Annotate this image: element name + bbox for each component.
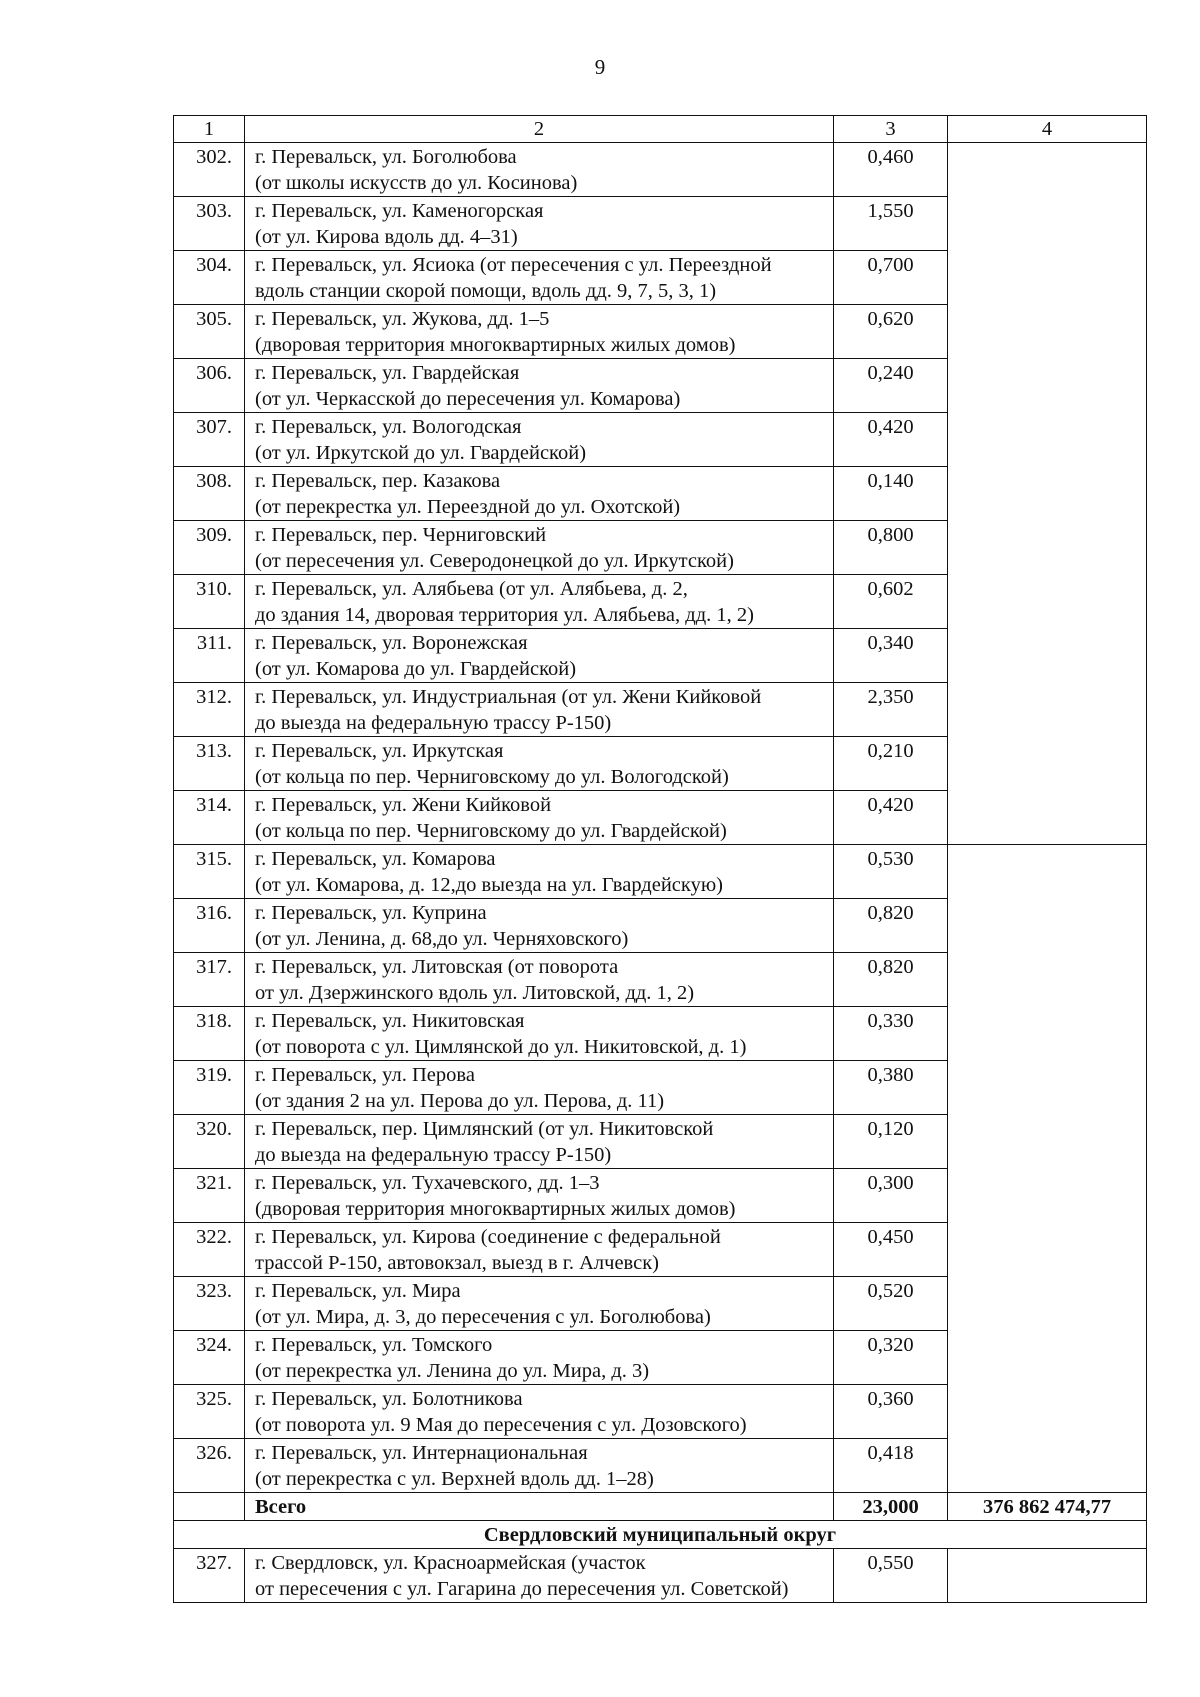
road-description: [245, 683, 834, 737]
road-description-line-2: (от ул. Комарова до ул. Гвардейской): [255, 658, 577, 680]
road-length: 0,550: [834, 1549, 948, 1603]
road-description-line-2: (от пересечения ул. Северодонецкой до ул. Иркутской): [255, 550, 734, 572]
road-description-line-2: (от кольца по пер. Черниговскому до ул. Вологодской): [255, 766, 729, 788]
road-length: 0,360: [834, 1385, 948, 1439]
road-length: 0,380: [834, 1061, 948, 1115]
road-length: 1,550: [834, 197, 948, 251]
road-description-line-2: (от ул. Иркутской до ул. Гвардейской): [255, 442, 587, 464]
road-description-line-2: (от ул. Кирова вдоль дд. 4–31): [255, 226, 518, 248]
road-description-line-2: (от ул. Черкасской до пересечения ул. Комарова): [255, 388, 681, 410]
road-description-line-1: г. Перевальск, ул. Литовская (от поворота: [255, 956, 619, 978]
road-length: 0,330: [834, 1007, 948, 1061]
road-description: [245, 359, 834, 413]
row-number: 311.: [174, 629, 245, 683]
row-number: 302.: [174, 143, 245, 197]
road-description-line-2: (от перекрестка с ул. Верхней вдоль дд. 1–28): [255, 1468, 654, 1490]
row-number: 323.: [174, 1277, 245, 1331]
road-description-line-1: г. Перевальск, ул. Вологодская: [255, 416, 522, 438]
row-number: 319.: [174, 1061, 245, 1115]
road-description-line-2: (от ул. Комарова, д. 12,до выезда на ул. Гвардейскую): [255, 874, 723, 896]
road-length: 0,120: [834, 1115, 948, 1169]
total-row: [174, 1493, 1147, 1521]
road-description: [245, 845, 834, 899]
row-number: 304.: [174, 251, 245, 305]
row-number: 312.: [174, 683, 245, 737]
road-length: 0,800: [834, 521, 948, 575]
road-description: [245, 575, 834, 629]
header-col-3: 3: [834, 116, 948, 143]
road-description-line-1: г. Перевальск, ул. Интернациональная: [255, 1442, 588, 1464]
road-description: [245, 305, 834, 359]
road-description-line-1: г. Перевальск, ул. Томского: [255, 1334, 493, 1356]
road-description: [245, 197, 834, 251]
road-length: 0,300: [834, 1169, 948, 1223]
table-row: [174, 1549, 1147, 1603]
road-description: [245, 1007, 834, 1061]
road-description-line-2: (от поворота ул. 9 Мая до пересечения с ул. Дозовского): [255, 1414, 747, 1436]
row-number: 313.: [174, 737, 245, 791]
road-description-line-1: г. Перевальск, ул. Каменогорская: [255, 200, 544, 222]
road-length: 0,420: [834, 791, 948, 845]
road-description-line-1: г. Перевальск, ул. Куприна: [255, 902, 487, 924]
table-row: [174, 845, 1147, 899]
road-length: 0,700: [834, 251, 948, 305]
road-length: 0,240: [834, 359, 948, 413]
road-description: [245, 1277, 834, 1331]
road-description-line-1: г. Перевальск, ул. Кирова (соединение с федеральной: [255, 1226, 721, 1248]
road-description-line-2: (от поворота с ул. Цимлянской до ул. Никитовской, д. 1): [255, 1036, 747, 1058]
row-number: 321.: [174, 1169, 245, 1223]
road-description-line-1: г. Перевальск, пер. Цимлянский (от ул. Никитовской: [255, 1118, 714, 1140]
road-description-line-1: г. Перевальск, ул. Мира: [255, 1280, 461, 1302]
road-description: [245, 629, 834, 683]
road-description-line-1: г. Перевальск, пер. Черниговский: [255, 524, 547, 546]
road-description-line-1: г. Перевальск, ул. Жени Кийковой: [255, 794, 552, 816]
road-description: [245, 143, 834, 197]
road-description: [245, 1061, 834, 1115]
row-number: 309.: [174, 521, 245, 575]
road-description: [245, 953, 834, 1007]
road-description: [245, 1223, 834, 1277]
road-description-line-2: (от кольца по пер. Черниговскому до ул. Гвардейской): [255, 820, 727, 842]
road-description-line-1: г. Перевальск, ул. Индустриальная (от ул. Жени Кийковой: [255, 686, 762, 708]
road-length: 0,620: [834, 305, 948, 359]
row-number: 305.: [174, 305, 245, 359]
section-row: [174, 1521, 1147, 1549]
road-description-line-2: от пересечения с ул. Гагарина до пересечения ул. Советской): [255, 1578, 789, 1600]
road-description: [245, 521, 834, 575]
row-number: 318.: [174, 1007, 245, 1061]
road-length: 0,530: [834, 845, 948, 899]
road-description: [245, 1115, 834, 1169]
row-number: 324.: [174, 1331, 245, 1385]
road-length: 0,820: [834, 899, 948, 953]
page-number: 9: [594, 55, 606, 79]
road-description-line-1: г. Перевальск, ул. Никитовская: [255, 1010, 525, 1032]
road-description-line-2: трассой Р-150, автовокзал, выезд в г. Алчевск): [255, 1252, 659, 1274]
road-description: [245, 1169, 834, 1223]
road-description-line-2: (дворовая территория многоквартирных жилых домов): [255, 334, 736, 356]
section-title: Свердловский муниципальный округ: [174, 1521, 1147, 1549]
road-description: [245, 791, 834, 845]
road-description-line-1: г. Перевальск, ул. Жукова, дд. 1–5: [255, 308, 550, 330]
road-description: [245, 413, 834, 467]
road-length: 0,420: [834, 413, 948, 467]
road-description-line-2: до здания 14, дворовая территория ул. Алябьева, дд. 1, 2): [255, 604, 754, 626]
row-number: 314.: [174, 791, 245, 845]
road-length: 0,602: [834, 575, 948, 629]
header-col-4: 4: [948, 116, 1147, 143]
road-description-line-2: (от здания 2 на ул. Перова до ул. Перова, д. 11): [255, 1090, 665, 1112]
row-number: 307.: [174, 413, 245, 467]
road-description-line-2: (дворовая территория многоквартирных жилых домов): [255, 1198, 736, 1220]
road-description: [245, 737, 834, 791]
road-length: 0,460: [834, 143, 948, 197]
row-number: 320.: [174, 1115, 245, 1169]
road-description-line-1: г. Перевальск, ул. Тухачевского, дд. 1–3: [255, 1172, 600, 1194]
road-description: [245, 1549, 834, 1603]
road-length: 0,340: [834, 629, 948, 683]
row-number: 303.: [174, 197, 245, 251]
amount-merged-cell: [948, 143, 1147, 845]
road-description-line-2: (от школы искусств до ул. Косинова): [255, 172, 578, 194]
road-description: [245, 899, 834, 953]
row-number: 322.: [174, 1223, 245, 1277]
road-description-line-1: г. Свердловск, ул. Красноармейская (участок: [255, 1552, 646, 1574]
road-description-line-1: г. Перевальск, ул. Иркутская: [255, 740, 504, 762]
header-row: [174, 116, 1147, 143]
road-length: 0,450: [834, 1223, 948, 1277]
road-length: 0,520: [834, 1277, 948, 1331]
roads-table: [173, 115, 1147, 1603]
road-description-line-2: до выезда на федеральную трассу Р-150): [255, 712, 612, 734]
road-description-line-2: вдоль станции скорой помощи, вдоль дд. 9, 7, 5, 3, 1): [255, 280, 717, 302]
row-number: 327.: [174, 1549, 245, 1603]
road-description-line-1: г. Перевальск, ул. Комарова: [255, 848, 496, 870]
road-length: 0,820: [834, 953, 948, 1007]
road-description-line-2: (от ул. Ленина, д. 68,до ул. Черняховского): [255, 928, 629, 950]
road-description: [245, 1331, 834, 1385]
row-number: 306.: [174, 359, 245, 413]
road-length: 0,210: [834, 737, 948, 791]
row-number: 325.: [174, 1385, 245, 1439]
road-description: [245, 251, 834, 305]
row-number: 315.: [174, 845, 245, 899]
row-number: 317.: [174, 953, 245, 1007]
road-description-line-1: г. Перевальск, ул. Гвардейская: [255, 362, 520, 384]
road-description-line-1: г. Перевальск, ул. Ясиока (от пересечения с ул. Переездной: [255, 254, 772, 276]
road-description-line-1: г. Перевальск, ул. Боголюбова: [255, 146, 517, 168]
road-description-line-2: от ул. Дзержинского вдоль ул. Литовской, дд. 1, 2): [255, 982, 695, 1004]
header-col-2: 2: [245, 116, 834, 143]
table-row: [174, 143, 1147, 197]
roads-table-body: [174, 116, 1147, 1603]
road-description-line-1: г. Перевальск, ул. Болотникова: [255, 1388, 523, 1410]
road-description-line-2: (от ул. Мира, д. 3, до пересечения с ул. Боголюбова): [255, 1306, 711, 1328]
road-description-line-2: (от перекрестка ул. Ленина до ул. Мира, д. 3): [255, 1360, 650, 1382]
row-number: 308.: [174, 467, 245, 521]
road-description: [245, 1439, 834, 1493]
row-number: 316.: [174, 899, 245, 953]
road-description-line-1: г. Перевальск, ул. Воронежская: [255, 632, 528, 654]
road-description-line-1: г. Перевальск, пер. Казакова: [255, 470, 501, 492]
road-description-line-2: (от перекрестка ул. Переездной до ул. Охотской): [255, 496, 681, 518]
road-description: [245, 1385, 834, 1439]
total-length: 23,000: [834, 1493, 948, 1521]
road-description: [245, 467, 834, 521]
road-length: 2,350: [834, 683, 948, 737]
road-length: 0,320: [834, 1331, 948, 1385]
road-description-line-1: г. Перевальск, ул. Алябьева (от ул. Алябьева, д. 2,: [255, 578, 688, 600]
total-empty-cell: [174, 1493, 245, 1521]
road-length: 0,140: [834, 467, 948, 521]
road-length: 0,418: [834, 1439, 948, 1493]
road-amount: [948, 1549, 1147, 1603]
total-label: Всего: [245, 1493, 834, 1521]
road-description-line-2: до выезда на федеральную трассу Р-150): [255, 1144, 612, 1166]
road-description-line-1: г. Перевальск, ул. Перова: [255, 1064, 475, 1086]
header-col-1: 1: [174, 116, 245, 143]
amount-merged-cell: [948, 845, 1147, 1493]
total-amount: 376 862 474,77: [948, 1493, 1147, 1521]
row-number: 326.: [174, 1439, 245, 1493]
row-number: 310.: [174, 575, 245, 629]
